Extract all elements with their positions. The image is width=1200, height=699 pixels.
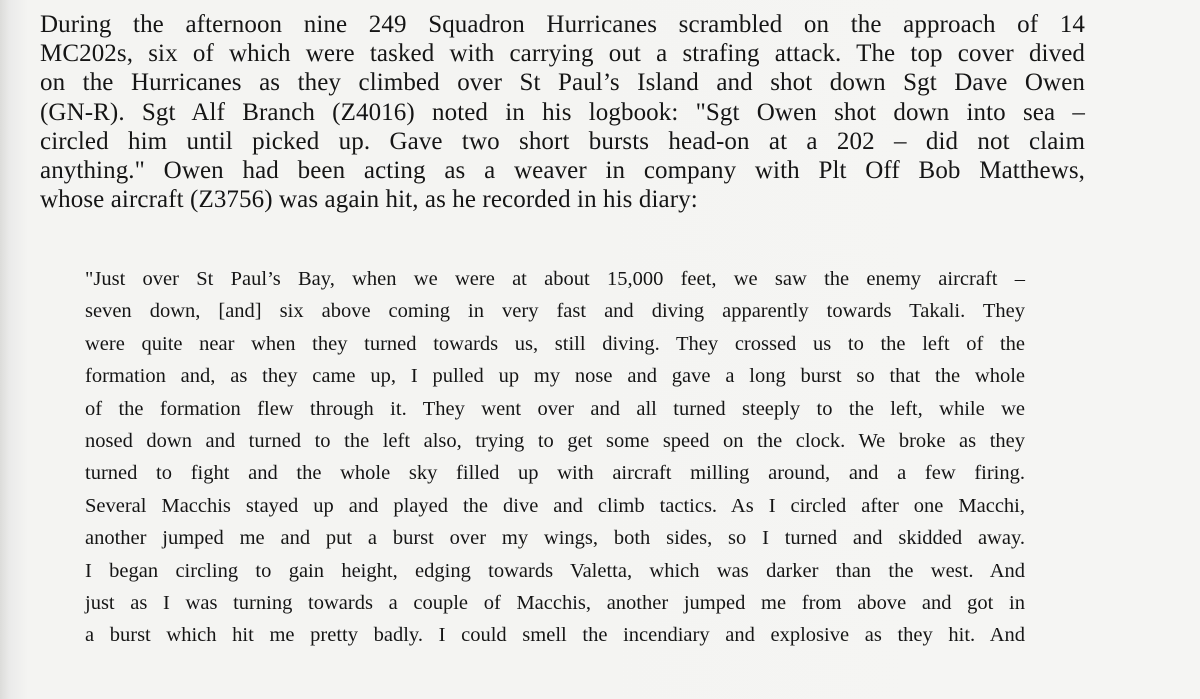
paragraph-line: circled him until picked up. Gave two short bursts head-on at a 202 – did not claim xyxy=(40,127,1085,155)
paragraph-line: on the Hurricanes as they climbed over St Paul’s Island and shot down Sgt Dave Owen xyxy=(40,69,1085,97)
quote-line: of the formation flew through it. They went over and all turned steeply to the left, while we xyxy=(85,397,1025,420)
quote-line: just as I was turning towards a couple of Macchis, another jumped me from above and got in xyxy=(85,591,1025,614)
narrative-paragraph xyxy=(40,10,1085,214)
quote-line: a burst which hit me pretty badly. I could smell the incendiary and explosive as they hit. And xyxy=(85,624,1025,647)
paragraph-line: During the afternoon nine 249 Squadron Hurricanes scrambled on the approach of 14 xyxy=(40,11,1085,38)
paragraph-line: anything." Owen had been acting as a weaver in company with Plt Off Bob Matthews, xyxy=(40,156,1085,184)
quote-line: formation and, as they came up, I pulled up my nose and gave a long burst so that the whole xyxy=(85,365,1025,388)
diary-quote xyxy=(85,263,1025,652)
quote-line: were quite near when they turned towards us, still diving. They crossed us to the left of the xyxy=(85,332,1025,355)
paragraph-line: MC202s, six of which were tasked with carrying out a strafing attack. The top cover dived xyxy=(40,40,1085,68)
quote-line: Several Macchis stayed up and played the dive and climb tactics. As I circled after one Macchi, xyxy=(85,494,1025,517)
quote-line: turned to fight and the whole sky filled up with aircraft milling around, and a few firing. xyxy=(85,462,1025,485)
quote-line: seven down, [and] six above coming in very fast and diving apparently towards Takali. They xyxy=(85,300,1025,323)
quote-line: "Just over St Paul’s Bay, when we were at about 15,000 feet, we saw the enemy aircraft – xyxy=(85,268,1025,290)
paragraph-line: (GN-R). Sgt Alf Branch (Z4016) noted in his logbook: "Sgt Owen shot down into sea – xyxy=(40,98,1085,126)
paragraph-line: whose aircraft (Z3756) was again hit, as he recorded in his diary: xyxy=(40,186,698,214)
quote-line: I began circling to gain height, edging towards Valetta, which was darker than the west. And xyxy=(85,559,1025,582)
quote-line: nosed down and turned to the left also, trying to get some speed on the clock. We broke as they xyxy=(85,429,1025,452)
quote-line: another jumped me and put a burst over my wings, both sides, so I turned and skidded away. xyxy=(85,527,1025,550)
